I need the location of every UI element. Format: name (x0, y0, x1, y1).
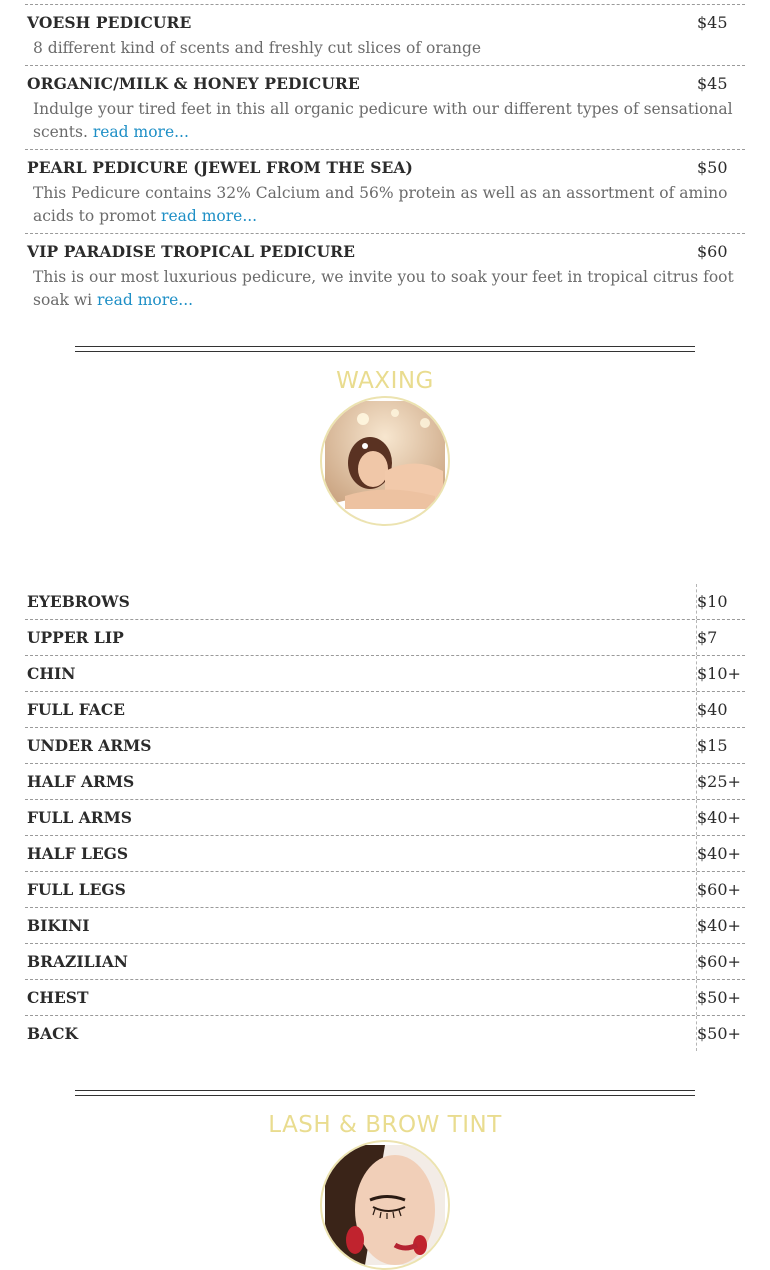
item-name: UNDER ARMS (27, 736, 152, 755)
item-name: BACK (27, 1024, 78, 1043)
item-price: $40+ (696, 908, 745, 943)
menu-item (25, 65, 745, 149)
item-name: ORGANIC/MILK & HONEY PEDICURE (27, 74, 360, 93)
wax-row (25, 943, 745, 979)
item-price: $60+ (696, 944, 745, 979)
item-name: VIP PARADISE TROPICAL PEDICURE (27, 242, 356, 261)
item-name: HALF LEGS (27, 844, 129, 863)
item-name: VOESH PEDICURE (27, 13, 192, 32)
item-price: $50+ (696, 1016, 745, 1051)
read-more-link[interactable]: read more... (97, 291, 194, 309)
item-name: FULL ARMS (27, 808, 132, 827)
item-price: $40+ (696, 800, 745, 835)
item-description-text: This Pedicure contains 32% Calcium and 56% protein as well as an assortment of amino acids to promot (33, 184, 728, 225)
wax-row (25, 584, 745, 619)
wax-row (25, 1015, 745, 1051)
menu-item (25, 233, 745, 317)
item-price: $10 (696, 584, 745, 619)
item-name: FULL FACE (27, 700, 125, 719)
section-divider (75, 1090, 695, 1096)
item-description-text: 8 different kind of scents and freshly cut slices of orange (33, 39, 482, 57)
item-description (25, 261, 745, 312)
wax-row (25, 619, 745, 655)
item-price: $10+ (696, 656, 745, 691)
item-price: $60 (697, 242, 728, 261)
item-price: $45 (697, 74, 728, 93)
wax-row (25, 979, 745, 1015)
wax-row (25, 907, 745, 943)
wax-row (25, 835, 745, 871)
spa-massage-illustration (325, 401, 445, 521)
item-description (25, 177, 745, 228)
item-name: CHIN (27, 664, 76, 683)
item-name: CHEST (27, 988, 89, 1007)
menu-item (25, 149, 745, 233)
wax-row (25, 763, 745, 799)
item-price: $7 (696, 620, 745, 655)
section-title-waxing: WAXING (336, 368, 434, 394)
waxing-menu-list (25, 584, 745, 1051)
read-more-link[interactable]: read more... (161, 207, 258, 225)
item-name: UPPER LIP (27, 628, 124, 647)
item-description (25, 32, 745, 60)
item-price: $50+ (696, 980, 745, 1015)
item-description-text: This is our most luxurious pedicure, we invite you to soak your feet in tropical citrus foot soak wi (33, 268, 734, 309)
item-name: BRAZILIAN (27, 952, 128, 971)
item-name: BIKINI (27, 916, 90, 935)
item-name: PEARL PEDICURE (JEWEL FROM THE SEA) (27, 158, 413, 177)
item-name: HALF ARMS (27, 772, 135, 791)
item-price: $60+ (696, 872, 745, 907)
section-title-lash-brow-tint: LASH & BROW TINT (268, 1112, 502, 1138)
item-name: EYEBROWS (27, 592, 130, 611)
read-more-link[interactable]: read more... (92, 123, 189, 141)
pedicure-menu-list (25, 4, 745, 317)
item-name: FULL LEGS (27, 880, 126, 899)
wax-row (25, 691, 745, 727)
lash-face-illustration (325, 1145, 445, 1265)
wax-row (25, 799, 745, 835)
item-description (25, 93, 745, 144)
section-divider (75, 346, 695, 352)
lash-face-photo (320, 1140, 450, 1270)
item-description-text: Indulge your tired feet in this all organic pedicure with our different types of sensational scents. (33, 100, 733, 141)
menu-item (25, 4, 745, 65)
wax-row (25, 871, 745, 907)
item-price: $25+ (696, 764, 745, 799)
item-price: $45 (697, 13, 728, 32)
item-price: $40 (696, 692, 745, 727)
item-price: $50 (697, 158, 728, 177)
item-price: $40+ (696, 836, 745, 871)
wax-row (25, 727, 745, 763)
item-price: $15 (696, 728, 745, 763)
spa-massage-photo (320, 396, 450, 526)
wax-row (25, 655, 745, 691)
